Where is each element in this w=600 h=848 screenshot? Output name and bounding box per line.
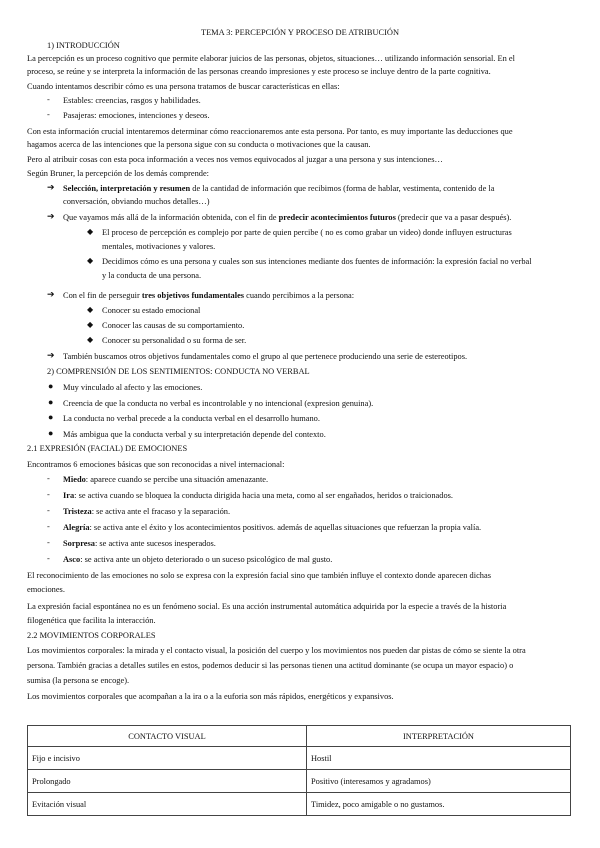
emotion-item (63, 490, 453, 501)
table-header-cell: CONTACTO VISUAL (28, 726, 307, 747)
bold-text: predecir acontecimientos futuros (278, 213, 396, 222)
table-row (28, 747, 571, 770)
dash-marker: - (47, 554, 50, 563)
section-heading-comprension: 2) COMPRENSIÓN DE LOS SENTIMIENTOS: CONDUCTA NO VERBAL (47, 367, 310, 376)
dot-bullet-icon: ● (48, 412, 54, 422)
dash-marker: - (47, 490, 50, 499)
paragraph-line: Pero al atribuir cosas con esta poca información a veces nos vemos equivocados al juzgar a una persona y sus intenciones… (27, 155, 443, 164)
list-item: Creencia de que la conducta no verbal es incontrolable y no intencional (expresion genuina). (63, 399, 374, 408)
emotion-label: Ira (63, 491, 75, 500)
table-cell: Prolongado (28, 770, 307, 793)
paragraph-line: proceso, se reúne y se interpreta la información de las personas creando impresiones y este proceso se incluye dentro de la parte cognitiva. (27, 67, 491, 76)
table-row (28, 770, 571, 793)
table-cell: Evitación visual (28, 793, 307, 816)
arrow-bullet-icon: ➔ (47, 182, 55, 192)
diamond-bullet-icon: ◆ (87, 305, 94, 314)
emotion-text: : se activa ante sucesos inesperados. (94, 539, 216, 548)
dash-marker: - (47, 110, 50, 119)
emotion-item (63, 554, 332, 565)
arrow-item (63, 183, 494, 194)
diamond-item: Conocer su estado emocional (102, 306, 201, 315)
dash-item (63, 110, 210, 121)
paragraph-line: Los movimientos corporales que acompañan a la ira o a la euforia son más rápidos, energéticos y expansivos. (27, 692, 394, 701)
paragraph-line: hagamos acerca de las intenciones que la persona sigue con su conducta o motivaciones que la causan. (27, 140, 371, 149)
dash-marker: - (47, 474, 50, 483)
dash-marker: - (47, 522, 50, 531)
list-item: La conducta no verbal precede a la conducta verbal en el desarrollo humano. (63, 414, 320, 423)
table-cell: Fijo e incisivo (28, 747, 307, 770)
diamond-item: El proceso de percepción es complejo por parte de quien percibe ( no es como grabar un video) donde influyen estructuras (102, 228, 512, 237)
diamond-bullet-icon: ◆ (87, 335, 94, 344)
emotion-text: : se activa ante el éxito y los acontecimientos positivos. además de aquellas situaciones que refuerzan la propia valía. (89, 523, 482, 532)
dash-item-label: Estables (63, 96, 91, 105)
paragraph-line: Cuando intentamos describir cómo es una persona tratamos de buscar características en ellas: (27, 82, 340, 91)
emotion-label: Tristeza (63, 507, 92, 516)
list-item: Muy vinculado al afecto y las emociones. (63, 383, 203, 392)
emotion-text: : aparece cuando se percibe una situación amenazante. (85, 475, 269, 484)
item-text: de la cantidad de información que recibimos (forma de hablar, vestimenta, contenido de la (190, 184, 495, 193)
diamond-bullet-icon: ◆ (87, 227, 94, 236)
dot-bullet-icon: ● (48, 381, 54, 391)
item-text: Con el fin de perseguir (63, 291, 142, 300)
emotion-item (63, 474, 268, 485)
paragraph-line: Con esta información crucial intentaremos determinar cómo reaccionaremos ante esta persona. Por tanto, es muy importante las deducciones que (27, 127, 513, 136)
bold-text: Selección, interpretación y resumen (63, 184, 191, 193)
emotion-item (63, 506, 230, 517)
table-cell: Positivo (interesamos y agradamos) (307, 770, 571, 793)
emotion-label: Sorpresa (63, 539, 95, 548)
table-header-row (28, 726, 571, 747)
dash-marker: - (47, 95, 50, 104)
item-text: Que vayamos más allá de la información obtenida, con el fin de (63, 213, 279, 222)
emotion-label: Alegría (63, 523, 90, 532)
emotion-text: : se activa cuando se bloquea la conducta dirigida hacia una meta, como al ser engañados, heridos o traicionados. (74, 491, 454, 500)
diamond-item: Decidimos cómo es una persona y cuales son sus intenciones mediante dos fuentes de información: la expresión facial no verbal (102, 257, 532, 266)
diamond-bullet-icon: ◆ (87, 320, 94, 329)
table-row (28, 793, 571, 816)
emotion-item (63, 538, 216, 549)
paragraph-line: filogenética que facilita la interacción. (27, 616, 156, 625)
section-heading-introduccion: 1) INTRODUCCIÓN (47, 41, 120, 50)
dash-item-label: Pasajeras (63, 111, 95, 120)
table-cell: Timidez, poco amigable o no gustamos. (307, 793, 571, 816)
dot-bullet-icon: ● (48, 397, 54, 407)
dash-marker: - (47, 538, 50, 547)
arrow-item-continued: conversación, obviando muchos detalles…) (63, 197, 210, 206)
diamond-item: Conocer su personalidad o su forma de ser. (102, 336, 247, 345)
paragraph-line: emociones. (27, 585, 65, 594)
subsection-heading-expresion: 2.1 EXPRESIÓN (FACIAL) DE EMOCIONES (27, 444, 188, 453)
paragraph-line: La expresión facial espontánea no es un fenómeno social. Es una acción instrumental automática adquirida por la especie a través de la historia (27, 602, 507, 611)
bold-text: tres objetivos fundamentales (141, 291, 245, 300)
emotion-label: Asco (63, 555, 81, 564)
emotion-text: : se activa ante el fracaso y la separación. (91, 507, 231, 516)
dash-item-text: : creencias, rasgos y habilidades. (90, 96, 201, 105)
arrow-item (63, 212, 511, 223)
paragraph-line: Encontramos 6 emociones básicas que son reconocidas a nivel internacional: (27, 460, 285, 469)
paragraph-line: Según Bruner, la percepción de los demás comprende: (27, 169, 209, 178)
emotion-item (63, 522, 481, 533)
dot-bullet-icon: ● (48, 428, 54, 438)
paragraph-line: La percepción es un proceso cognitivo que permite elaborar juicios de las personas, objetos, situaciones… utilizando información sensorial. En el (27, 54, 515, 63)
item-text: cuando percibimos a la persona: (244, 291, 355, 300)
table-cell: Hostil (307, 747, 571, 770)
eye-contact-table (27, 725, 571, 816)
diamond-bullet-icon: ◆ (87, 256, 94, 265)
arrow-bullet-icon: ➔ (47, 289, 55, 299)
subsection-heading-movimientos: 2.2 MOVIMIENTOS CORPORALES (27, 631, 156, 640)
paragraph-line: Los movimientos corporales: la mirada y el contacto visual, la posición del cuerpo y los movimientos nos pueden dar pistas de cómo se siente la otra (27, 646, 526, 655)
diamond-item-continued: mentales, motivaciones y valores. (102, 242, 216, 251)
list-item: Más ambigua que la conducta verbal y su interpretación depende del contexto. (63, 430, 326, 439)
emotion-label: Miedo (63, 475, 86, 484)
dash-item (63, 95, 201, 106)
diamond-item: Conocer las causas de su comportamiento. (102, 321, 245, 330)
page-title: TEMA 3: PERCEPCIÓN Y PROCESO DE ATRIBUCIÓN (200, 28, 400, 37)
paragraph-line: sumisa (la persona se encoge). (27, 676, 130, 685)
arrow-bullet-icon: ➔ (47, 350, 55, 360)
arrow-item: También buscamos otros objetivos fundamentales como el grupo al que pertenece produciendo una serie de estereotipos. (63, 352, 468, 361)
table-header-cell: INTERPRETACIÓN (307, 726, 571, 747)
paragraph-line: El reconocimiento de las emociones no solo se expresa con la expresión facial sino que también influye el contexto donde aparecen dichas (27, 571, 491, 580)
item-text: (predecir que va a pasar después). (395, 213, 512, 222)
paragraph-line: persona. También gracias a detalles sutiles en estos, podemos deducir si las personas tienen una actitud dominante (se ocupa un mayor espacio) o (27, 661, 514, 670)
dash-item-text: : emociones, intenciones y deseos. (94, 111, 210, 120)
arrow-bullet-icon: ➔ (47, 211, 55, 221)
emotion-text: : se activa ante un objeto deteriorado o un suceso psicológico de mal gusto. (80, 555, 333, 564)
dash-marker: - (47, 506, 50, 515)
arrow-item (63, 290, 354, 301)
diamond-item-continued: y la conducta de una persona. (102, 271, 202, 280)
